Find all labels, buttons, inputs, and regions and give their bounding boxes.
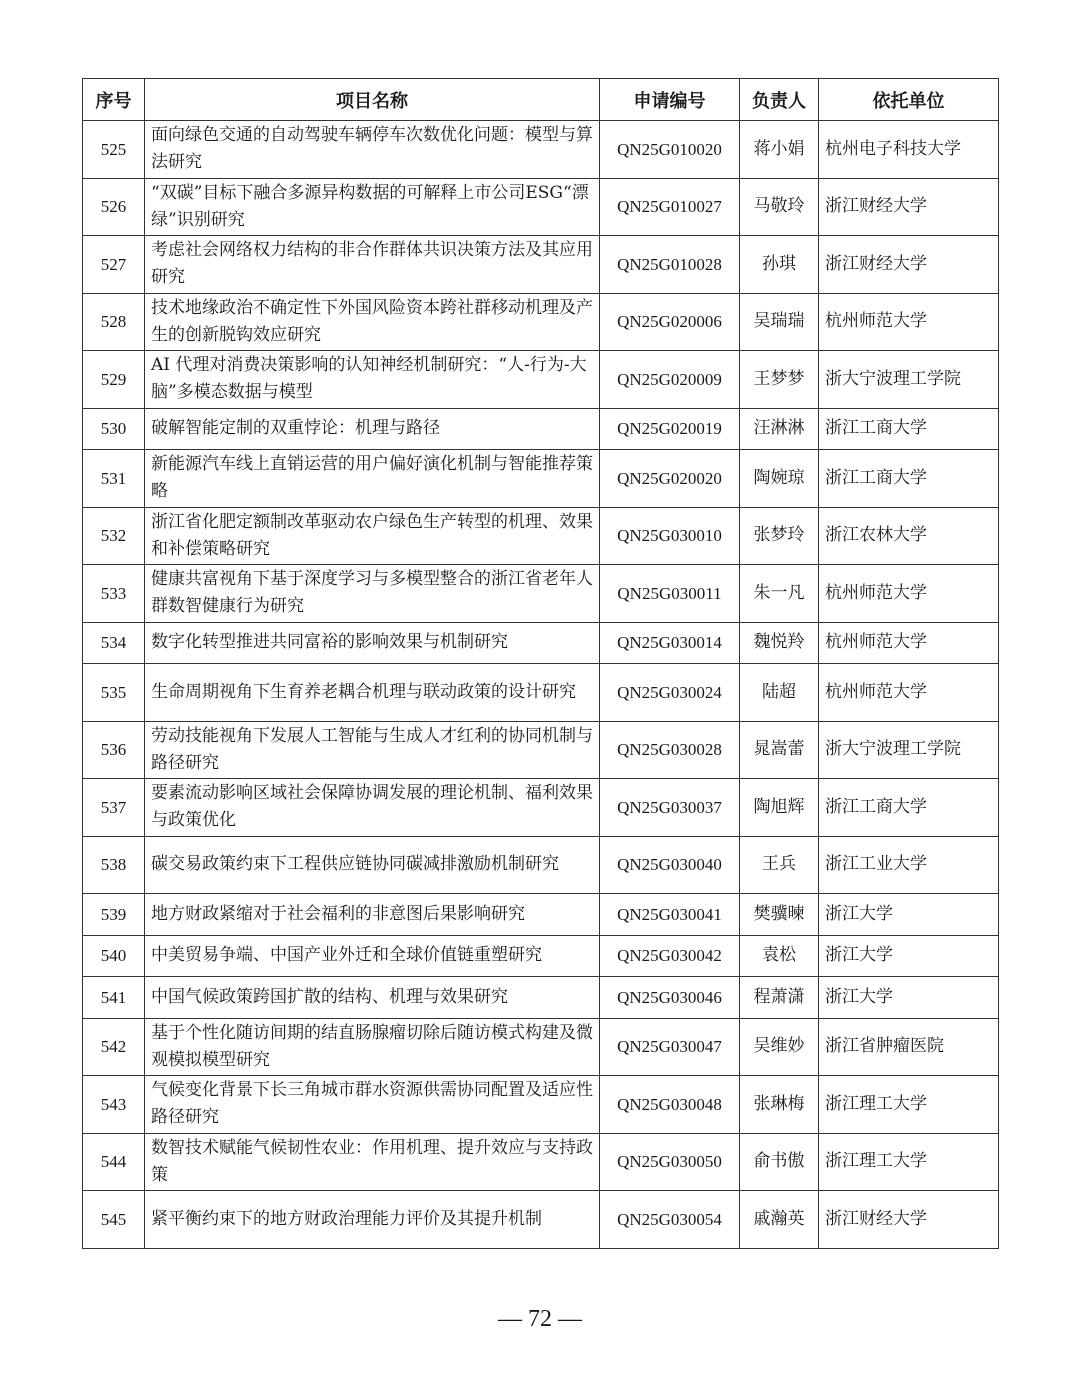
table-row	[83, 450, 999, 508]
row-application-code: QN25G030054	[600, 1191, 740, 1249]
table-row	[83, 836, 999, 894]
row-principal: 朱一凡	[740, 565, 819, 623]
table-row	[83, 351, 999, 409]
row-application-code: QN25G020019	[600, 408, 740, 450]
table-row	[83, 622, 999, 664]
row-application-code: QN25G020006	[600, 293, 740, 351]
row-institution: 杭州师范大学	[819, 622, 999, 664]
row-institution: 浙江工商大学	[819, 408, 999, 450]
row-serial: 534	[83, 622, 145, 664]
row-application-code: QN25G010028	[600, 236, 740, 294]
row-principal: 汪淋淋	[740, 408, 819, 450]
table-row	[83, 1018, 999, 1076]
row-principal: 马敬玲	[740, 178, 819, 236]
row-project-name: “双碳”目标下融合多源异构数据的可解释上市公司ESG“漂绿”识别研究	[145, 178, 600, 236]
row-principal: 王梦梦	[740, 351, 819, 409]
row-principal: 陶婉琼	[740, 450, 819, 508]
table-row	[83, 664, 999, 722]
table-row	[83, 408, 999, 450]
table-row	[83, 178, 999, 236]
row-project-name: 数字化转型推进共同富裕的影响效果与机制研究	[145, 622, 600, 664]
row-serial: 529	[83, 351, 145, 409]
row-project-name: 新能源汽车线上直销运营的用户偏好演化机制与智能推荐策略	[145, 450, 600, 508]
row-institution: 浙大宁波理工学院	[819, 351, 999, 409]
row-serial: 536	[83, 721, 145, 779]
header-application-code: 申请编号	[600, 79, 740, 121]
row-institution: 浙江工商大学	[819, 779, 999, 837]
row-serial: 543	[83, 1076, 145, 1134]
table-row	[83, 293, 999, 351]
row-application-code: QN25G030047	[600, 1018, 740, 1076]
row-institution: 浙江工商大学	[819, 450, 999, 508]
table-row	[83, 1191, 999, 1249]
row-serial: 541	[83, 977, 145, 1019]
row-project-name: 考虑社会网络权力结构的非合作群体共识决策方法及其应用研究	[145, 236, 600, 294]
row-application-code: QN25G030048	[600, 1076, 740, 1134]
table-header-row	[83, 79, 999, 121]
row-project-name: 中国气候政策跨国扩散的结构、机理与效果研究	[145, 977, 600, 1019]
row-application-code: QN25G030040	[600, 836, 740, 894]
row-project-name: AI 代理对消费决策影响的认知神经机制研究：“人-行为-大脑”多模态数据与模型	[145, 351, 600, 409]
row-institution: 杭州电子科技大学	[819, 121, 999, 179]
row-application-code: QN25G010027	[600, 178, 740, 236]
table-row	[83, 236, 999, 294]
row-principal: 陆超	[740, 664, 819, 722]
row-project-name: 面向绿色交通的自动驾驶车辆停车次数优化问题：模型与算法研究	[145, 121, 600, 179]
table-row	[83, 779, 999, 837]
row-project-name: 劳动技能视角下发展人工智能与生成人才红利的协同机制与路径研究	[145, 721, 600, 779]
row-serial: 531	[83, 450, 145, 508]
row-principal: 袁松	[740, 935, 819, 977]
row-principal: 魏悦羚	[740, 622, 819, 664]
table-row	[83, 894, 999, 936]
row-project-name: 气候变化背景下长三角城市群水资源供需协同配置及适应性路径研究	[145, 1076, 600, 1134]
row-application-code: QN25G030037	[600, 779, 740, 837]
row-serial: 528	[83, 293, 145, 351]
row-serial: 533	[83, 565, 145, 623]
project-table	[82, 78, 999, 1249]
row-principal: 王兵	[740, 836, 819, 894]
row-principal: 樊骥暕	[740, 894, 819, 936]
row-principal: 程萧潇	[740, 977, 819, 1019]
row-project-name: 地方财政紧缩对于社会福利的非意图后果影响研究	[145, 894, 600, 936]
row-application-code: QN25G030010	[600, 507, 740, 565]
row-application-code: QN25G030014	[600, 622, 740, 664]
row-serial: 539	[83, 894, 145, 936]
row-application-code: QN25G030028	[600, 721, 740, 779]
row-principal: 晁嵩蕾	[740, 721, 819, 779]
row-serial: 544	[83, 1133, 145, 1191]
header-project-name: 项目名称	[145, 79, 600, 121]
row-project-name: 紧平衡约束下的地方财政治理能力评价及其提升机制	[145, 1191, 600, 1249]
row-application-code: QN25G020009	[600, 351, 740, 409]
row-institution: 浙江财经大学	[819, 1191, 999, 1249]
row-project-name: 技术地缘政治不确定性下外国风险资本跨社群移动机理及产生的创新脱钩效应研究	[145, 293, 600, 351]
row-principal: 戚瀚英	[740, 1191, 819, 1249]
row-serial: 545	[83, 1191, 145, 1249]
row-institution: 浙江大学	[819, 894, 999, 936]
row-principal: 蒋小娟	[740, 121, 819, 179]
row-institution: 浙江财经大学	[819, 178, 999, 236]
row-serial: 526	[83, 178, 145, 236]
table-row	[83, 721, 999, 779]
table-row	[83, 121, 999, 179]
row-project-name: 生命周期视角下生育养老耦合机理与联动政策的设计研究	[145, 664, 600, 722]
row-principal: 吴维妙	[740, 1018, 819, 1076]
table-row	[83, 507, 999, 565]
row-project-name: 要素流动影响区域社会保障协调发展的理论机制、福利效果与政策优化	[145, 779, 600, 837]
row-serial: 542	[83, 1018, 145, 1076]
row-institution: 杭州师范大学	[819, 293, 999, 351]
table-row	[83, 565, 999, 623]
header-institution: 依托单位	[819, 79, 999, 121]
row-project-name: 数智技术赋能气候韧性农业：作用机理、提升效应与支持政策	[145, 1133, 600, 1191]
row-application-code: QN25G030041	[600, 894, 740, 936]
row-project-name: 碳交易政策约束下工程供应链协同碳减排激励机制研究	[145, 836, 600, 894]
row-institution: 浙江理工大学	[819, 1076, 999, 1134]
row-project-name: 浙江省化肥定额制改革驱动农户绿色生产转型的机理、效果和补偿策略研究	[145, 507, 600, 565]
row-institution: 浙江农林大学	[819, 507, 999, 565]
row-application-code: QN25G030046	[600, 977, 740, 1019]
row-serial: 525	[83, 121, 145, 179]
row-application-code: QN25G030011	[600, 565, 740, 623]
row-principal: 张琳梅	[740, 1076, 819, 1134]
row-serial: 527	[83, 236, 145, 294]
row-serial: 532	[83, 507, 145, 565]
row-serial: 538	[83, 836, 145, 894]
row-project-name: 中美贸易争端、中国产业外迁和全球价值链重塑研究	[145, 935, 600, 977]
row-institution: 浙江大学	[819, 977, 999, 1019]
row-institution: 浙江财经大学	[819, 236, 999, 294]
row-application-code: QN25G030024	[600, 664, 740, 722]
row-institution: 浙大宁波理工学院	[819, 721, 999, 779]
row-serial: 540	[83, 935, 145, 977]
row-principal: 张梦玲	[740, 507, 819, 565]
row-serial: 530	[83, 408, 145, 450]
table-row	[83, 977, 999, 1019]
row-principal: 吴瑞瑞	[740, 293, 819, 351]
row-application-code: QN25G020020	[600, 450, 740, 508]
row-institution: 浙江大学	[819, 935, 999, 977]
row-serial: 535	[83, 664, 145, 722]
table-row	[83, 935, 999, 977]
row-application-code: QN25G030050	[600, 1133, 740, 1191]
row-application-code: QN25G030042	[600, 935, 740, 977]
row-project-name: 健康共富视角下基于深度学习与多模型整合的浙江省老年人群数智健康行为研究	[145, 565, 600, 623]
table-row	[83, 1133, 999, 1191]
header-principal: 负责人	[740, 79, 819, 121]
row-principal: 陶旭辉	[740, 779, 819, 837]
page-number: — 72 —	[498, 1306, 582, 1332]
row-application-code: QN25G010020	[600, 121, 740, 179]
row-institution: 浙江省肿瘤医院	[819, 1018, 999, 1076]
row-serial: 537	[83, 779, 145, 837]
row-institution: 浙江理工大学	[819, 1133, 999, 1191]
row-principal: 孙琪	[740, 236, 819, 294]
row-institution: 杭州师范大学	[819, 565, 999, 623]
row-project-name: 破解智能定制的双重悖论：机理与路径	[145, 408, 600, 450]
table-row	[83, 1076, 999, 1134]
header-serial: 序号	[83, 79, 145, 121]
row-institution: 浙江工业大学	[819, 836, 999, 894]
row-project-name: 基于个性化随访间期的结直肠腺瘤切除后随访模式构建及微观模拟模型研究	[145, 1018, 600, 1076]
row-institution: 杭州师范大学	[819, 664, 999, 722]
row-principal: 俞书傲	[740, 1133, 819, 1191]
